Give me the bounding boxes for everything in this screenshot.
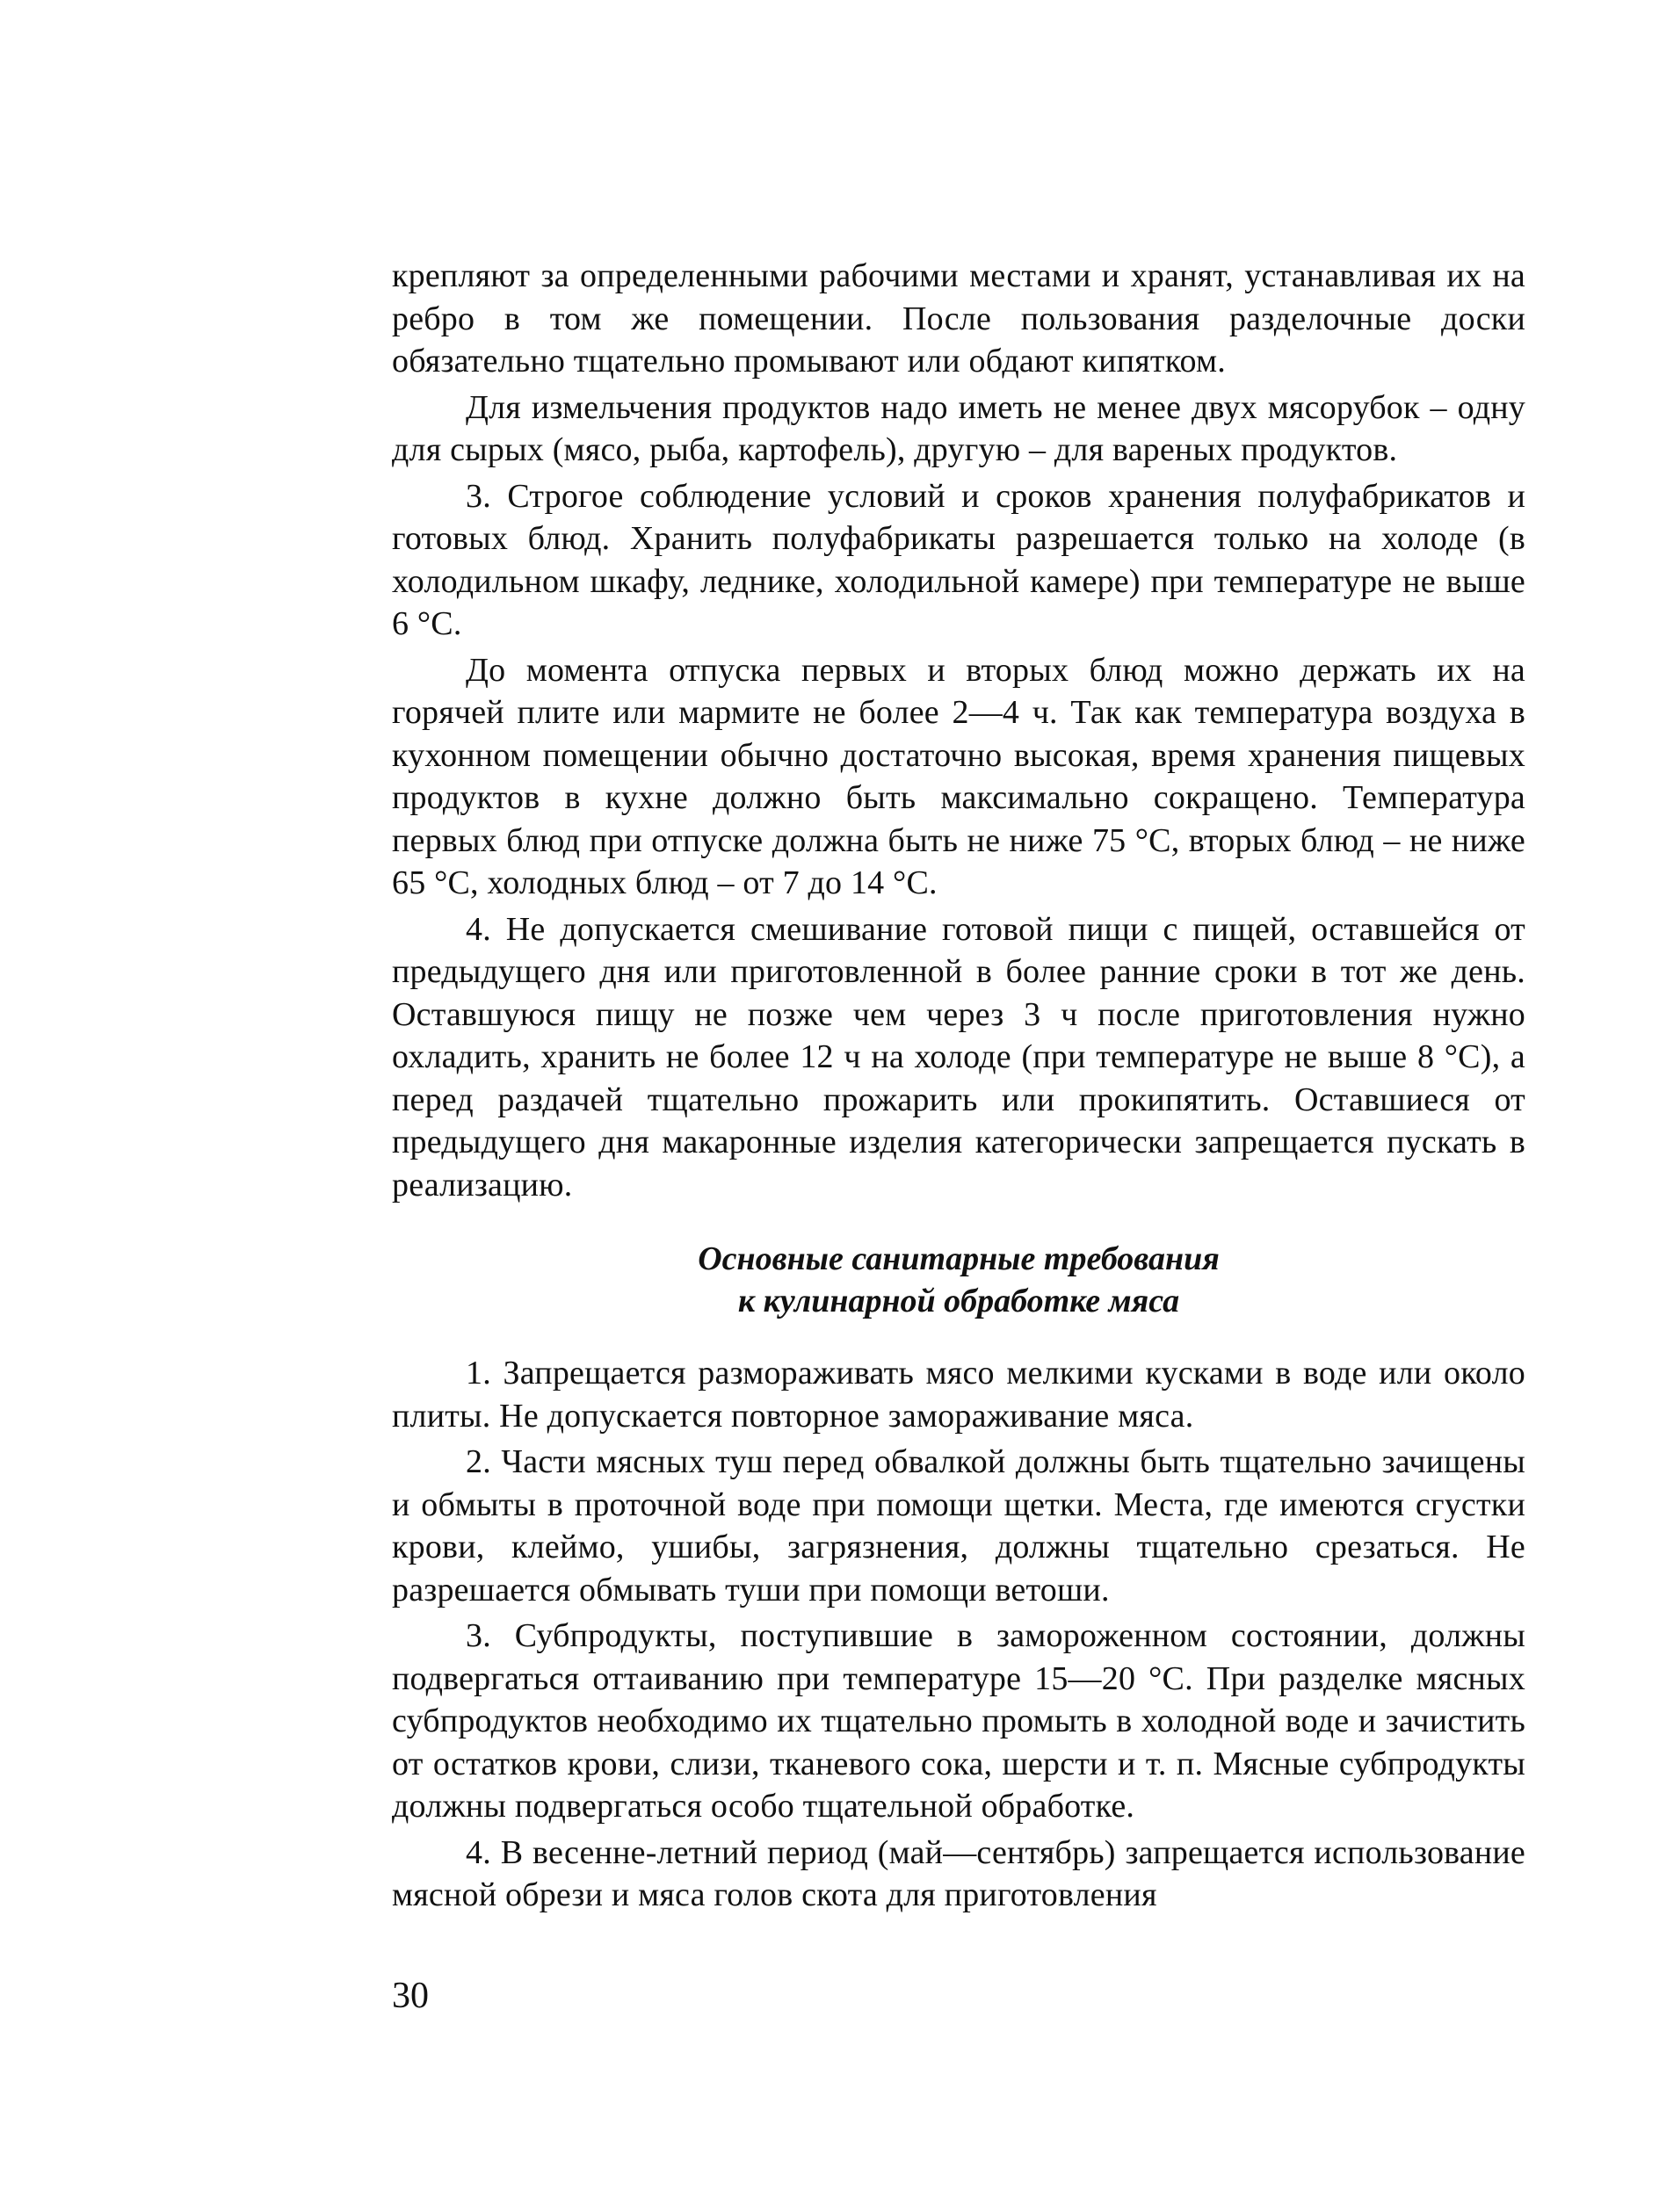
paragraph: 2. Части мясных туш перед обвалкой должны быть тщательно зачищены и обмыты в проточной воде при помощи щетки. Места, где имеются сгустки крови, клеймо, ушибы, загрязнения, должны тщательно срезаться. Не разрешается обмывать туши при помощи ветоши. [392,1443,1525,1608]
paragraph: Для измельчения продуктов надо иметь не менее двух мясорубок – одну для сырых (мясо, рыба, картофель), другую – для вареных продуктов. [392,388,1525,468]
paragraph: До момента отпуска первых и вторых блюд можно держать их на горячей плите или мармите не более 2—4 ч. Так как температура воздуха в кухонном помещении обычно достаточно высокая, время хранения пищевых продуктов в кухне должно быть максимально сокращено. Температура первых блюд при отпуске должна быть не ниже 75 °С, вторых блюд – не ниже 65 °С, холодных блюд – от 7 до 14 °С. [392,651,1525,901]
section-heading-line-1: Основные санитарные требования [698,1240,1220,1277]
page-body [392,255,1525,1920]
paragraph: 1. Запрещается размораживать мясо мелкими кусками в воде или около плиты. Не допускается повторное замораживание мяса. [392,1355,1525,1435]
paragraph: 3. Строгое соблюдение условий и сроков хранения полуфабрикатов и готовых блюд. Хранить полуфабрикаты разрешается только на холоде (в холодильном шкафу, леднике, холодильной камере) при температуре не выше 6 °С. [392,477,1525,642]
paragraph: 4. В весенне-летний период (май—сентябрь) запрещается использование мясной обрези и мяса голов скота для приготовления [392,1833,1525,1913]
paragraph: 3. Субпродукты, поступившие в замороженном состоянии, должны подвергаться оттаиванию при температуре 15—20 °С. При разделке мясных субпродуктов необходимо их тщательно промыть в холодной воде и зачистить от остатков крови, слизи, тканевого сока, шерсти и т. п. Мясные субпродукты должны подвергаться особо тщательной обработке. [392,1617,1525,1825]
page-number: 30 [392,1976,429,2016]
paragraph: 4. Не допускается смешивание готовой пищи с пищей, оставшейся от предыдущего дня или приготовленной в более ранние сроки в тот же день. Оставшуюся пищу не позже чем через 3 ч после приготовления нужно охладить, хранить не более 12 ч на холоде (при температуре не выше 8 °С), а перед раздачей тщательно прожарить или прокипятить. Оставшиеся от предыдущего дня макаронные изделия категорически запрещается пускать в реализацию. [392,910,1525,1204]
section-heading-line-2: к кулинарной обработке мяса [737,1283,1180,1319]
section-heading [392,1238,1525,1322]
paragraph: крепляют за определенными рабочими местами и хранят, устанавливая их на ребро в том же помещении. После пользования разделочные доски обязательно тщательно промывают или обдают кипятком. [392,257,1525,380]
